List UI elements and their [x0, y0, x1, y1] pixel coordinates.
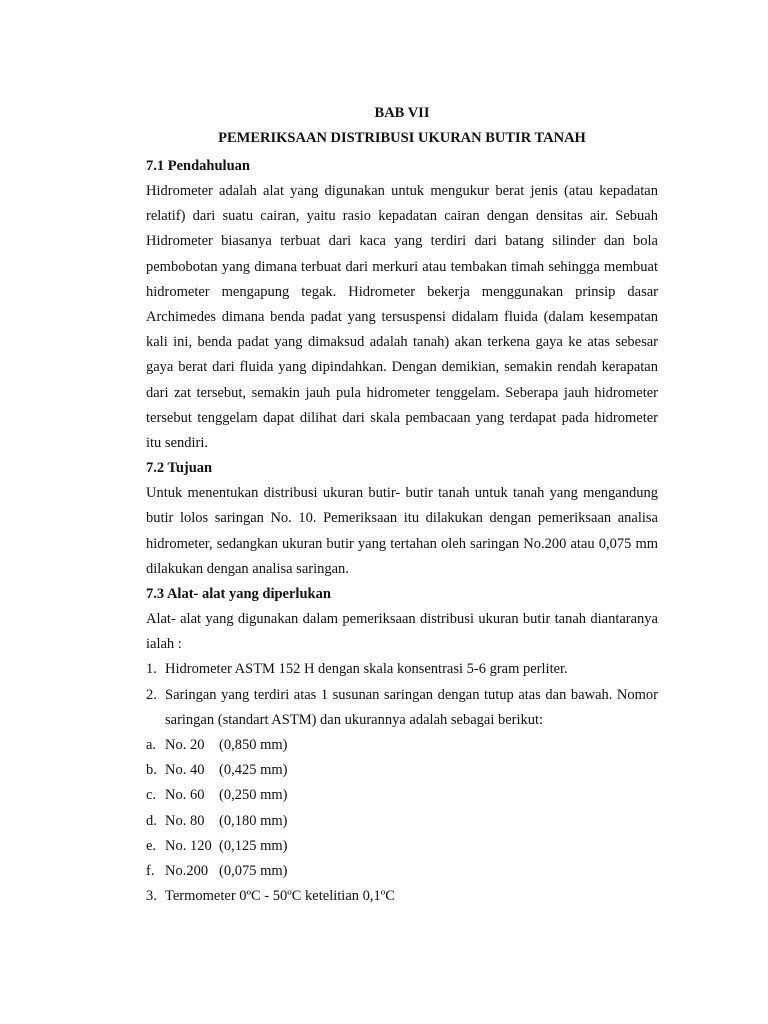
paragraph-pendahuluan: Hidrometer adalah alat yang digunakan untuk mengukur berat jenis (atau kepadatan relatif) dari suatu cairan, yaitu rasio kepadatan cairan dengan densitas air. Sebuah Hidrometer biasanya terbuat dari kaca yang terdiri dari batang silinder dan bola pembobotan yang dimana terbuat dari merkuri atau tembakan timah sehingga membuat hidrometer mengapung tegak. Hidrometer bekerja menggunakan prinsip dasar Archimedes dimana benda padat yang tersuspensi didalam fluida (dalam kesempatan kali ini, benda padat yang dimaksud adalah tanah) akan terkena gaya ke atas sebesar gaya berat dari fluida yang dipindahkan. Dengan demikian, semakin rendah kerapatan dari zat tersebut, semakin jauh pula hidrometer tenggelam. Seberapa jauh hidrometer tersebut tenggelam dapat dilihat dari skala pembacaan yang terdapat pada hidrometer itu sendiri. [146, 183, 658, 452]
list-marker: a. [146, 737, 157, 754]
section-heading-tujuan: 7.2 Tujuan [146, 460, 213, 477]
list-item-text: Hidrometer ASTM 152 H dengan skala konsentrasi 5-6 gram perliter. [165, 661, 568, 678]
sieve-size: (0,125 mm) [219, 837, 288, 854]
sieve-number: No. 20 [165, 737, 205, 754]
list-marker: b. [146, 762, 157, 779]
chapter-title: PEMERIKSAAN DISTRIBUSI UKURAN BUTIR TANAH [218, 130, 586, 146]
list-item-text: Saringan yang terdiri atas 1 susunan saringan dengan tutup atas dan bawah. Nomor saringan (standart ASTM) dan ukurannya adalah sebagai berikut: [165, 686, 658, 728]
equipment-list [146, 657, 658, 733]
sieve-size: (0,425 mm) [219, 762, 288, 779]
list-marker: 1. [146, 661, 157, 678]
sieve-item [146, 834, 658, 859]
sieve-list [146, 733, 658, 884]
list-marker: e. [146, 837, 157, 854]
sieve-number: No. 40 [165, 762, 205, 779]
list-item [146, 683, 658, 733]
sieve-item [146, 859, 658, 884]
sieve-size: (0,180 mm) [219, 812, 288, 829]
sieve-number: No. 60 [165, 787, 205, 804]
paragraph-tujuan: Untuk menentukan distribusi ukuran butir- butir tanah untuk tanah yang mengandung butir lolos saringan No. 10. Pemeriksaan itu dilakukan dengan pemeriksaan analisa hidrometer, sedangkan ukuran butir yang tertahan oleh saringan No.200 atau 0,075 mm dilakukan dengan analisa saringan. [146, 485, 658, 577]
list-marker: d. [146, 812, 157, 829]
sieve-size: (0,850 mm) [219, 737, 288, 754]
sieve-item [146, 809, 658, 834]
sieve-item [146, 758, 658, 783]
equipment-list-continued [146, 884, 658, 909]
sieve-number: No. 80 [165, 812, 205, 829]
list-marker: 3. [146, 888, 157, 905]
sieve-number: No. 120 [165, 837, 212, 854]
list-marker: 2. [146, 686, 157, 703]
sieve-size: (0,250 mm) [219, 787, 288, 804]
sieve-item [146, 733, 658, 758]
sieve-item [146, 783, 658, 808]
list-item [146, 657, 658, 682]
list-item-text: Termometer 0ºC - 50ºC ketelitian 0,1ºC [165, 888, 395, 905]
paragraph-alat: Alat- alat yang digunakan dalam pemeriksaan distribusi ukuran butir tanah diantaranya ialah : [146, 611, 658, 653]
section-heading-pendahuluan: 7.1 Pendahuluan [146, 158, 250, 174]
chapter-number: BAB VII [374, 105, 430, 121]
sieve-number: No.200 [165, 863, 209, 880]
list-marker: f. [146, 863, 155, 880]
sieve-size: (0,075 mm) [219, 863, 288, 880]
section-heading-alat: 7.3 Alat- alat yang diperlukan [146, 586, 331, 603]
list-item [146, 884, 658, 909]
list-marker: c. [146, 787, 157, 804]
